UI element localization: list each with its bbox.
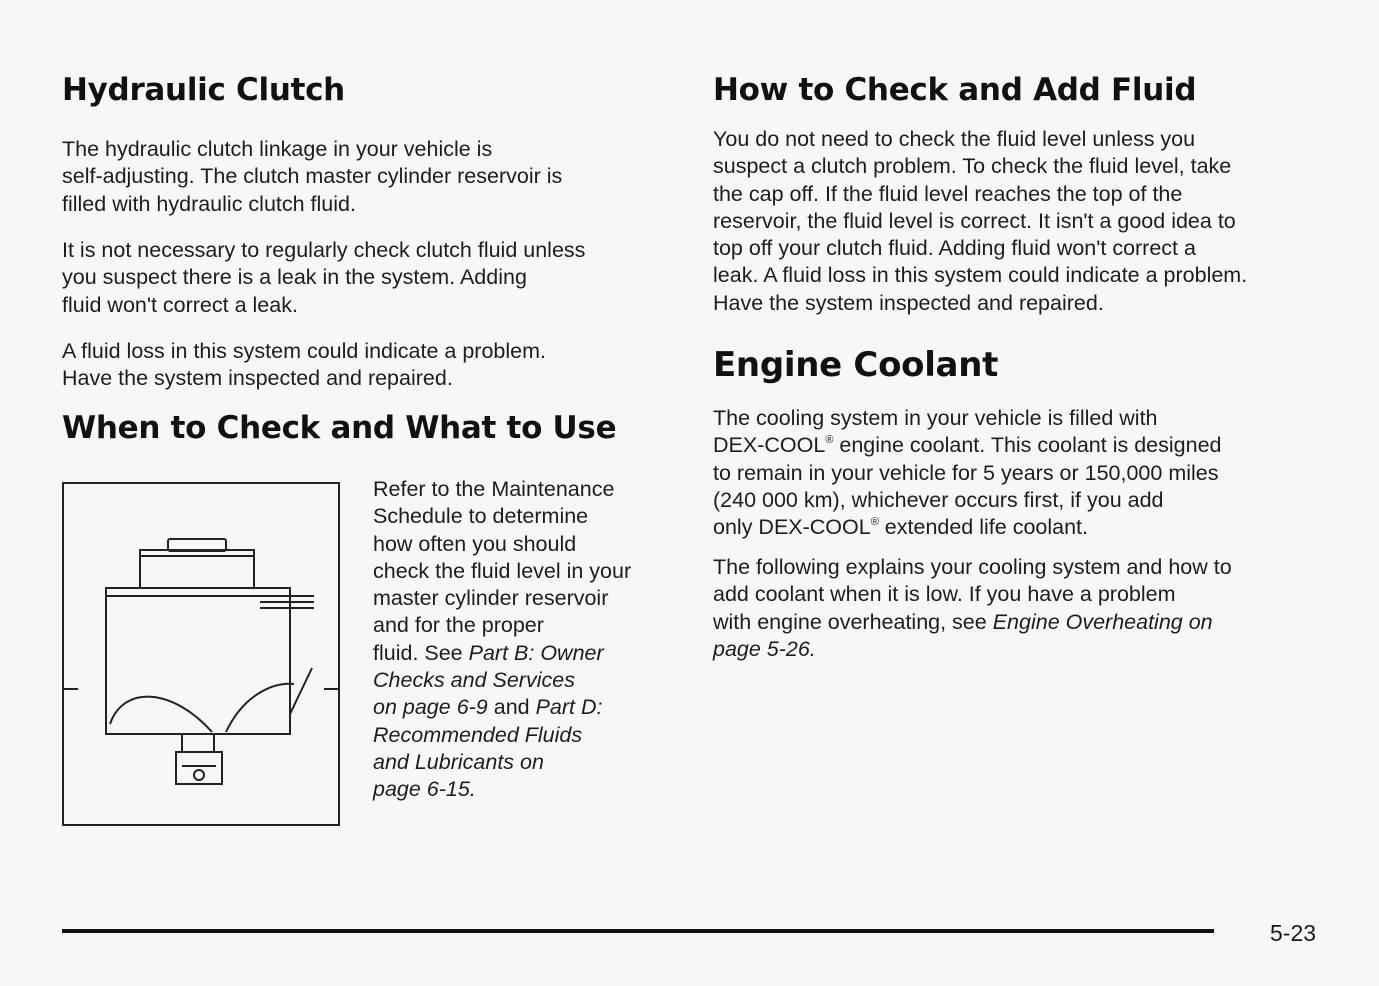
registered-mark: ®: [870, 516, 879, 529]
section-heading-hydraulic-clutch: Hydraulic Clutch: [62, 72, 345, 108]
text-line: and for the proper: [373, 613, 544, 638]
text-line: [713, 609, 1232, 636]
cross-reference-part-d: and Lubricants on: [373, 749, 544, 774]
section-heading-engine-coolant: Engine Coolant: [713, 345, 999, 385]
text-line: Schedule to determine: [373, 504, 589, 529]
text-line: The hydraulic clutch linkage in your vehicle is: [62, 137, 493, 161]
text-line: [713, 636, 1232, 663]
text-line: A fluid loss in this system could indicate a problem.: [62, 339, 546, 363]
cross-reference-page: on page 6-9: [373, 695, 488, 720]
paragraph-how-to-check: [713, 126, 1247, 317]
text-line: The cooling system in your vehicle is filled with: [713, 406, 1158, 430]
text-segment: only DEX-COOL: [713, 515, 871, 540]
text-line: reservoir, the fluid level is correct. It isn't a good idea to: [713, 208, 1236, 233]
cross-reference-engine-overheating: Engine Overheating on: [992, 609, 1213, 634]
text-line: (240 000 km), whichever occurs first, if you add: [713, 487, 1164, 512]
text-line: [373, 722, 631, 749]
cross-reference-part-d: Recommended Fluids: [373, 722, 583, 747]
text-line: The following explains your cooling system and how to: [713, 555, 1232, 579]
section-heading-when-to-check: When to Check and What to Use: [62, 410, 617, 446]
text-segment: engine coolant. This coolant is designed: [833, 433, 1222, 458]
text-line: fluid won't correct a leak.: [62, 292, 298, 317]
text-line: the cap off. If the fluid level reaches the top of the: [713, 181, 1183, 206]
paragraph-following-explains: [713, 554, 1232, 663]
text-segment: fluid. See: [373, 640, 469, 665]
text-segment: with engine overheating, see: [713, 609, 993, 634]
text-line: filled with hydraulic clutch fluid.: [62, 191, 356, 216]
text-line: Refer to the Maintenance: [373, 477, 615, 501]
text-line: how often you should: [373, 531, 577, 556]
text-line: suspect a clutch problem. To check the fluid level, take: [713, 154, 1232, 179]
text-line: self-adjusting. The clutch master cylinder reservoir is: [62, 164, 563, 189]
cross-reference-page: page 6-15.: [373, 777, 476, 802]
text-line: [373, 776, 631, 803]
text-line: Have the system inspected and repaired.: [62, 366, 453, 391]
cross-reference-part-b: Checks and Services: [373, 668, 575, 693]
text-line: [713, 432, 1221, 459]
text-line: [373, 694, 631, 721]
paragraph-cooling-system: [713, 405, 1221, 541]
text-segment: DEX-COOL: [713, 433, 826, 458]
text-segment: and: [487, 695, 536, 720]
text-line: [373, 749, 631, 776]
text-line: add coolant when it is low. If you have a problem: [713, 582, 1176, 607]
text-line: [713, 514, 1221, 541]
cross-reference-page: page 5-26.: [713, 636, 816, 661]
text-line: You do not need to check the fluid level unless you: [713, 127, 1196, 151]
registered-mark: ®: [825, 434, 834, 447]
text-segment: extended life coolant.: [878, 515, 1089, 540]
text-line: check the fluid level in your: [373, 558, 632, 583]
cross-reference-part-d: Part D:: [535, 695, 603, 720]
footer-rule: [62, 929, 1214, 933]
clutch-fluid-reservoir-illustration-icon: [64, 484, 338, 824]
text-line: [373, 640, 631, 667]
text-line: leak. A fluid loss in this system could indicate a problem.: [713, 263, 1248, 288]
paragraph-fluid-loss: [62, 338, 546, 393]
paragraph-clutch-linkage: [62, 136, 562, 218]
text-line: top off your clutch fluid. Adding fluid won't correct a: [713, 236, 1196, 261]
text-line: [373, 667, 631, 694]
text-line: Have the system inspected and repaired.: [713, 290, 1104, 315]
paragraph-refer-to-schedule: [373, 476, 631, 804]
clutch-reservoir-figure: [62, 482, 340, 826]
section-heading-how-to-check: How to Check and Add Fluid: [713, 72, 1197, 108]
page-number: 5-23: [1270, 920, 1317, 946]
text-line: to remain in your vehicle for 5 years or 150,000 miles: [713, 460, 1219, 485]
cross-reference-part-b: Part B: Owner: [468, 640, 604, 665]
text-line: master cylinder reservoir: [373, 586, 609, 611]
text-line: you suspect there is a leak in the system. Adding: [62, 265, 527, 290]
text-line: It is not necessary to regularly check clutch fluid unless: [62, 238, 586, 262]
paragraph-check-not-necessary: [62, 237, 585, 319]
